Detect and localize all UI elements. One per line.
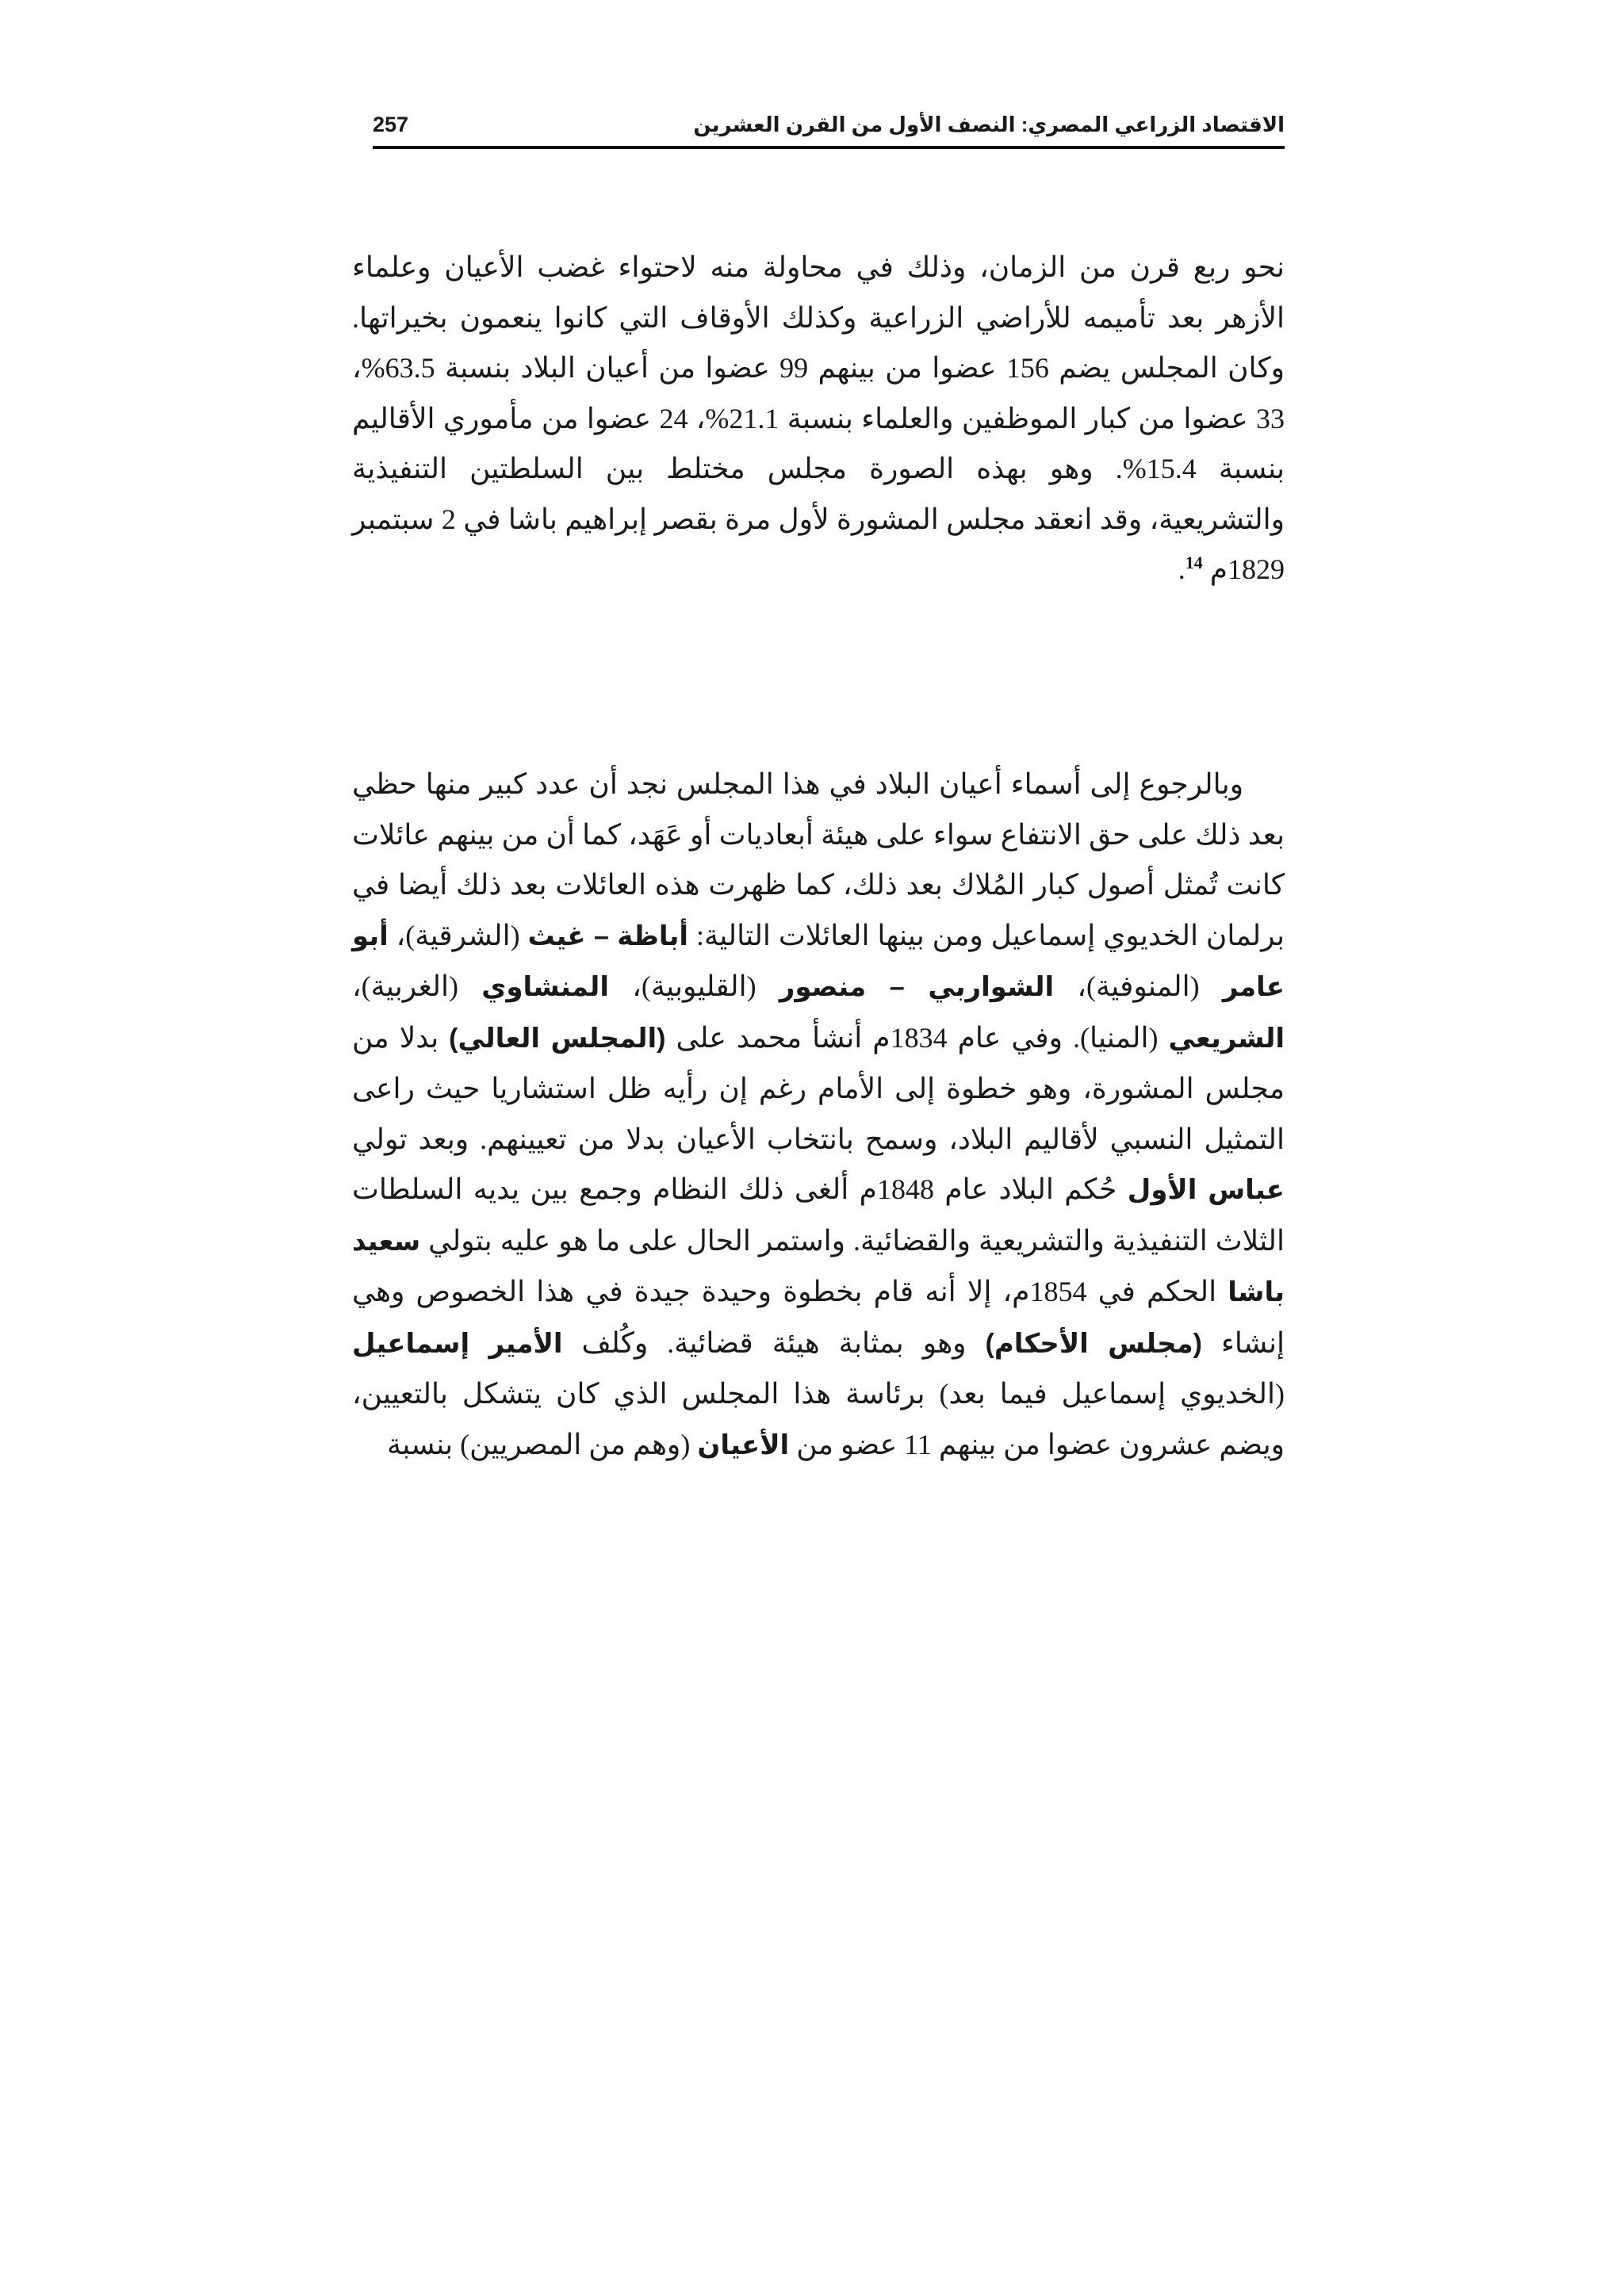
text-span: (الشرقية)، bbox=[388, 919, 528, 951]
page-number: 257 bbox=[373, 112, 409, 136]
bold-ruler-name: سعيد باشا bbox=[352, 1226, 1285, 1307]
header-rule bbox=[373, 146, 1285, 149]
bold-council-name: (المجلس العالي) bbox=[449, 1023, 666, 1054]
text-span: (وهم من المصريين) بنسبة bbox=[387, 1428, 698, 1460]
text-span: (القليوبية)، bbox=[608, 970, 779, 1002]
paragraph-1-text: نحو ربع قرن من الزمان، وذلك في محاولة منه لاحتواء غضب الأعيان وعلماء الأزهر بعد تأميمه للأراضي الزراعية وكذلك الأوقاف التي كانوا ينعمون بخيراتها. وكان المجلس يضم 156 عضوا من بينهم 99 عضوا من أعيان البلاد بنسبة 63.5%، 33 عضوا من كبار الموظفين والعلماء بنسبة 21.1%، 24 عضوا من مأموري الأقاليم بنسبة 15.4%. وهو بهذه الصورة مجلس مختلط بين السلطتين التنفيذية والتشريعية، وقد انعقد مجلس المشورة لأول مرة بقصر إبراهيم باشا في 2 سبتمبر 1829م bbox=[352, 251, 1285, 585]
paragraph-1 bbox=[352, 243, 1285, 595]
text-span: (المنوفية)، bbox=[1054, 970, 1223, 1002]
bold-term: الأعيان bbox=[697, 1429, 790, 1460]
bold-family-name: أبو عامر bbox=[352, 920, 1285, 1002]
text-span: وبالرجوع إلى أسماء أعيان البلاد في هذا المجلس نجد أن عدد كبير منها حظي بعد ذلك على حق الانتفاع سواء على هيئة أبعاديات أو عَهَد، كما أن من بينهم عائلات كانت تُمثل أصول كبار المُلاك بعد ذلك، كما ظهرت هذه العائلات بعد ذلك أيضا في برلمان الخديوي إسماعيل ومن بينها العائلات التالية: bbox=[352, 768, 1285, 951]
bold-council-name: (مجلس الأحكام) bbox=[985, 1328, 1203, 1359]
text-span: وهو بمثابة هيئة قضائية. وكُلف bbox=[562, 1326, 986, 1359]
text-span: (الخديوي إسماعيل فيما بعد) برئاسة هذا المجلس الذي كان يتشكل بالتعيين، ويضم عشرون عضوا من بينهم 11 عضو من bbox=[352, 1378, 1285, 1460]
bold-family-name: المنشاوي bbox=[481, 972, 609, 1002]
bold-family-name: الشريعي bbox=[1168, 1023, 1285, 1054]
paragraph-1-end: . bbox=[1178, 553, 1185, 585]
bold-family-name: أباظة – غيث bbox=[527, 920, 689, 951]
bold-family-name: الشواربي – منصور bbox=[779, 972, 1055, 1002]
bold-ruler-name: عباس الأول bbox=[1127, 1175, 1285, 1205]
text-span: بدلا من مجلس المشورة، وهو خطوة إلى الأمام رغم إن رأيه ظل استشاريا حيث راعى التمثيل النسبي لأقاليم البلاد، وسمح بانتخاب الأعيان بدلا من تعيينهم. وبعد تولي bbox=[352, 1021, 1285, 1155]
paragraph-2 bbox=[352, 760, 1285, 1471]
text-span: حُكم البلاد عام 1848م ألغى ذلك النظام وجمع بين يديه السلطات الثلاث التنفيذية والتشريعية والقضائية. واستمر الحال على ما هو عليه بتولي bbox=[352, 1173, 1285, 1257]
running-header bbox=[373, 103, 1285, 146]
running-title: الاقتصاد الزراعي المصري: النصف الأول من القرن العشرين bbox=[693, 112, 1285, 136]
text-span: الحكم في 1854م، إلا أنه قام بخطوة وحيدة جيدة في هذا الخصوص وهي إنشاء bbox=[352, 1276, 1285, 1359]
text-span: (الغربية)، bbox=[352, 970, 482, 1002]
footnote-marker[interactable]: 14 bbox=[1185, 553, 1203, 572]
bold-ruler-name: الأمير إسماعيل bbox=[352, 1328, 563, 1359]
text-span: (المنيا). وفي عام 1834م أنشأ محمد على bbox=[665, 1021, 1169, 1054]
